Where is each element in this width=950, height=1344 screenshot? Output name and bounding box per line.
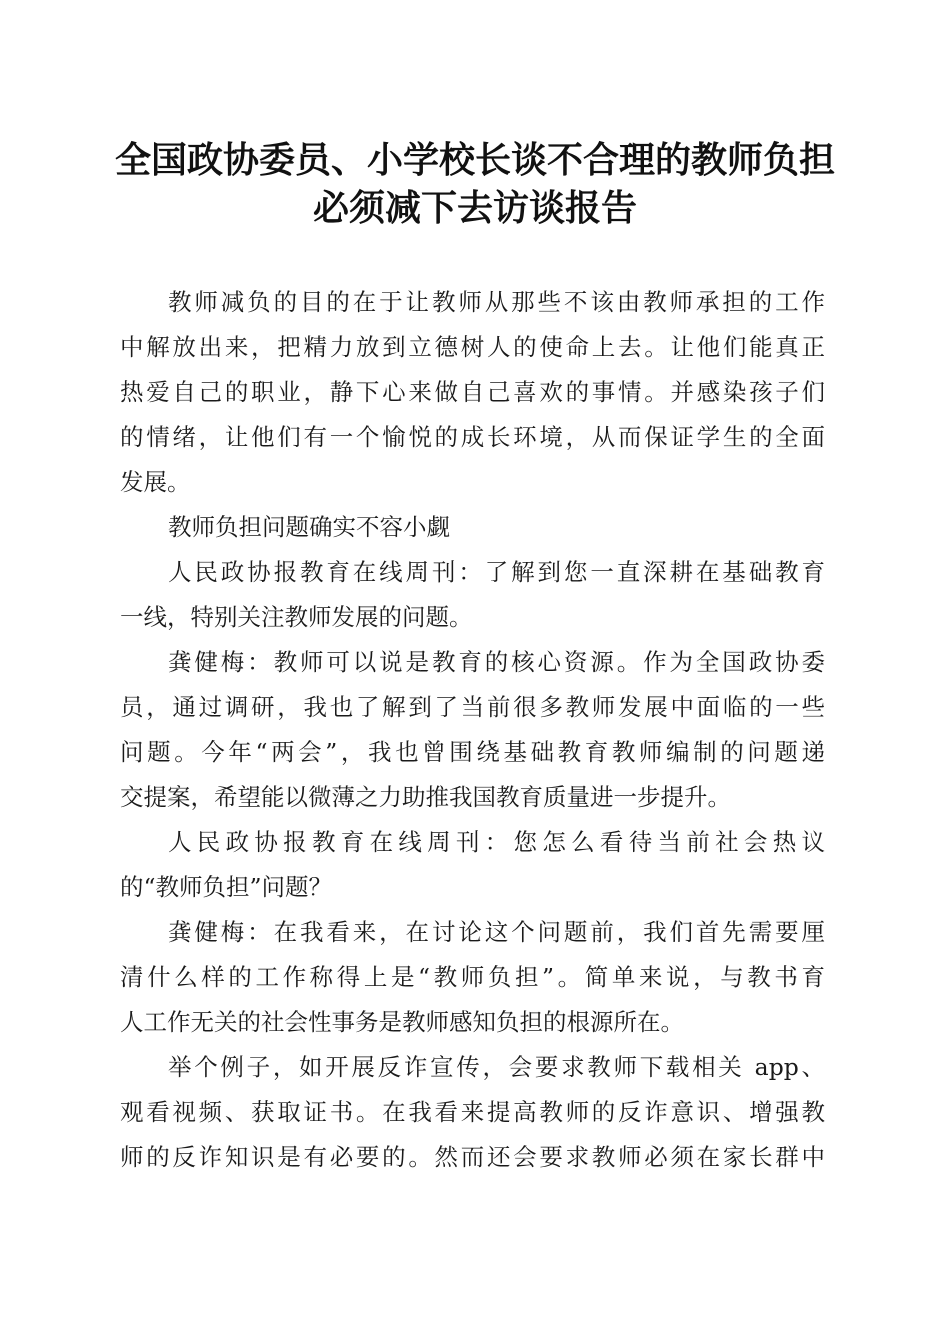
text-line: 一线，特别关注教师发展的问题。 (120, 603, 473, 631)
text-line: 清什么样的工作称得上是“教师负担”。简单来说，与教书育 (120, 963, 825, 991)
document-title-line-1: 全国政协委员、小学校长谈不合理的教师负担 (114, 139, 835, 181)
document-title-line-2: 必须减下去访谈报告 (312, 187, 637, 229)
document-body (120, 280, 825, 1180)
text-line: 热爱自己的职业，静下心来做自己喜欢的事情。并感染孩子们 (120, 378, 825, 406)
text-line: 的“教师负担”问题？ (120, 873, 333, 901)
text-line: 员，通过调研，我也了解到了当前很多教师发展中面临的一些 (120, 693, 825, 721)
text-line: 龚健梅：教师可以说是教育的核心资源。作为全国政协委 (168, 648, 825, 676)
text-line: 观看视频、获取证书。在我看来提高教师的反诈意识、增强教 (120, 1098, 825, 1126)
text-line: 中解放出来，把精力放到立德树人的使命上去。让他们能真正 (120, 333, 825, 361)
text-line: 人民政协报教育在线周刊：了解到您一直深耕在基础教育 (168, 558, 825, 586)
text-line: 交提案，希望能以微薄之力助推我国教育质量进一步提升。 (120, 783, 731, 811)
text-line: 问题。今年“两会”，我也曾围绕基础教育教师编制的问题递 (120, 738, 825, 766)
text-line: 人民政协报教育在线周刊：您怎么看待当前社会热议 (168, 828, 825, 856)
text-line: 教师负担问题确实不容小觑 (168, 513, 450, 541)
text-line: 人工作无关的社会性事务是教师感知负担的根源所在。 (120, 1008, 684, 1036)
text-line: 的情绪，让他们有一个愉悦的成长环境，从而保证学生的全面 (120, 423, 825, 451)
text-line: 教师减负的目的在于让教师从那些不该由教师承担的工作 (168, 288, 825, 316)
text-line: 师的反诈知识是有必要的。然而还会要求教师必须在家长群中 (120, 1143, 825, 1171)
text-line: 举个例子，如开展反诈宣传，会要求教师下载相关 app、 (168, 1053, 825, 1081)
text-line: 发展。 (120, 468, 191, 496)
text-line: 龚健梅：在我看来，在讨论这个问题前，我们首先需要厘 (168, 918, 825, 946)
